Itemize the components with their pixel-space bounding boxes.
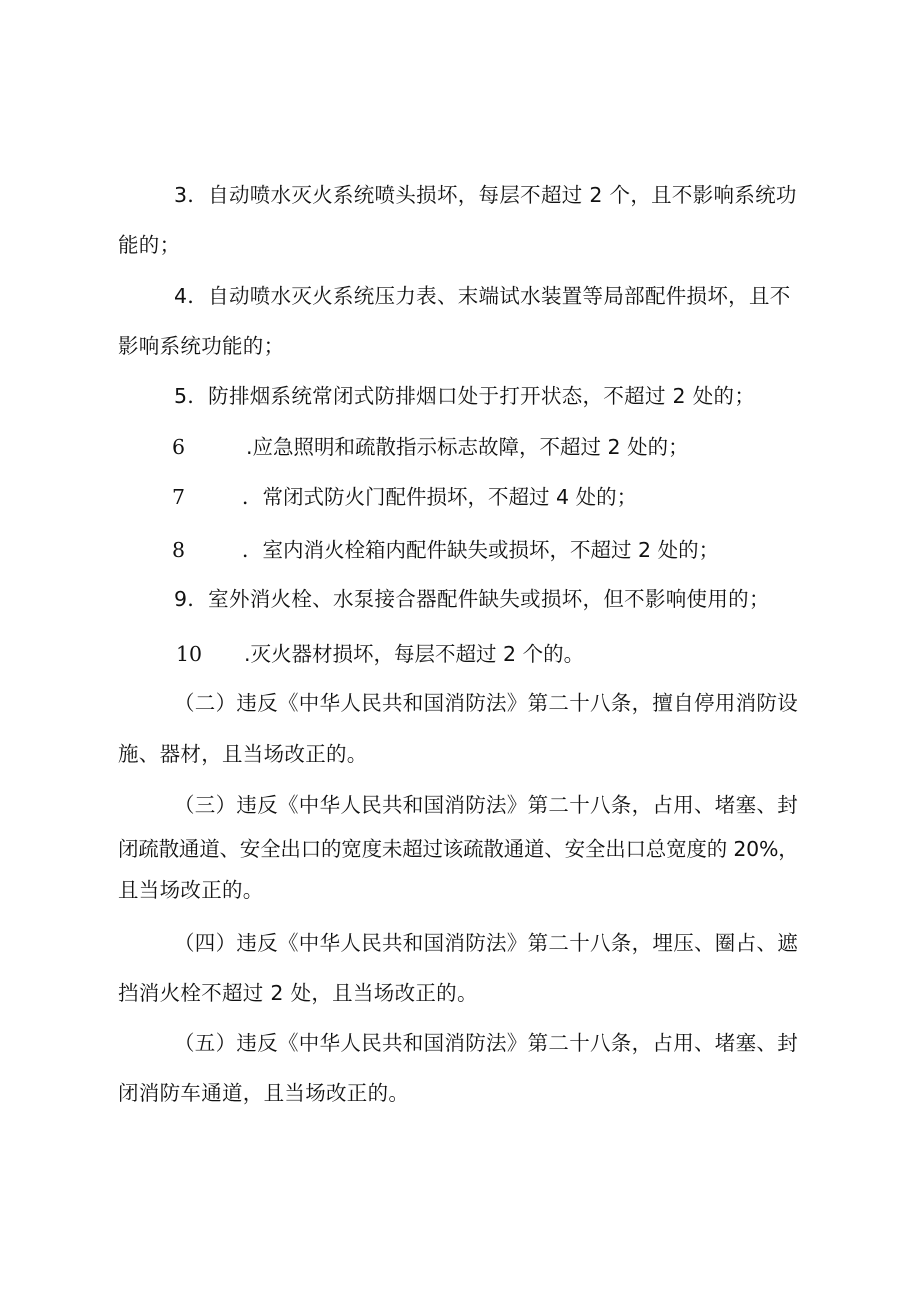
clause-2-line-2: 施、器材，且当场改正的。 <box>118 742 368 766</box>
clause-3-line-2: 闭疏散通道、安全出口的宽度未超过该疏散通道、安全出口总宽度的 20%， <box>118 837 799 861</box>
item-10-number: 10 <box>176 642 203 666</box>
item-8-text: ．室内消火栓箱内配件缺失或损坏，不超过 2 处的； <box>242 538 720 562</box>
item-4-line-2: 影响系统功能的； <box>118 334 285 358</box>
item-4-line-1: 4．自动喷水灭火系统压力表、末端试水装置等局部配件损坏，且不 <box>174 284 791 308</box>
item-6-text: .应急照明和疏散指示标志故障，不超过 2 处的； <box>246 435 689 459</box>
item-5-line: 5．防排烟系统常闭式防排烟口处于打开状态，不超过 2 处的； <box>174 384 756 408</box>
clause-3-line-1: （三）违反《中华人民共和国消防法》第二十八条，占用、堵塞、封 <box>174 793 798 817</box>
clause-4-line-2: 挡消火栓不超过 2 处，且当场改正的。 <box>118 981 478 1005</box>
clause-3-line-3: 且当场改正的。 <box>118 878 264 902</box>
clause-4-line-1: （四）违反《中华人民共和国消防法》第二十八条，埋压、圈占、遮 <box>174 931 798 955</box>
item-7-text: ．常闭式防火门配件损坏，不超过 4 处的； <box>242 485 638 509</box>
item-7-number: 7 <box>172 485 186 509</box>
item-9-line: 9．室外消火栓、水泵接合器配件缺失或损坏，但不影响使用的； <box>174 587 770 611</box>
item-3-line-1: 3．自动喷水灭火系统喷头损坏，每层不超过 2 个，且不影响系统功 <box>174 183 797 207</box>
item-3-line-2: 能的； <box>118 233 181 257</box>
clause-5-line-2: 闭消防车通道，且当场改正的。 <box>118 1081 410 1105</box>
clause-5-line-1: （五）违反《中华人民共和国消防法》第二十八条，占用、堵塞、封 <box>174 1031 798 1055</box>
clause-2-line-1: （二）违反《中华人民共和国消防法》第二十八条，擅自停用消防设 <box>174 691 798 715</box>
item-6-number: 6 <box>172 435 186 459</box>
item-10-text: .灭火器材损坏，每层不超过 2 个的。 <box>244 642 585 666</box>
item-8-number: 8 <box>172 538 186 562</box>
